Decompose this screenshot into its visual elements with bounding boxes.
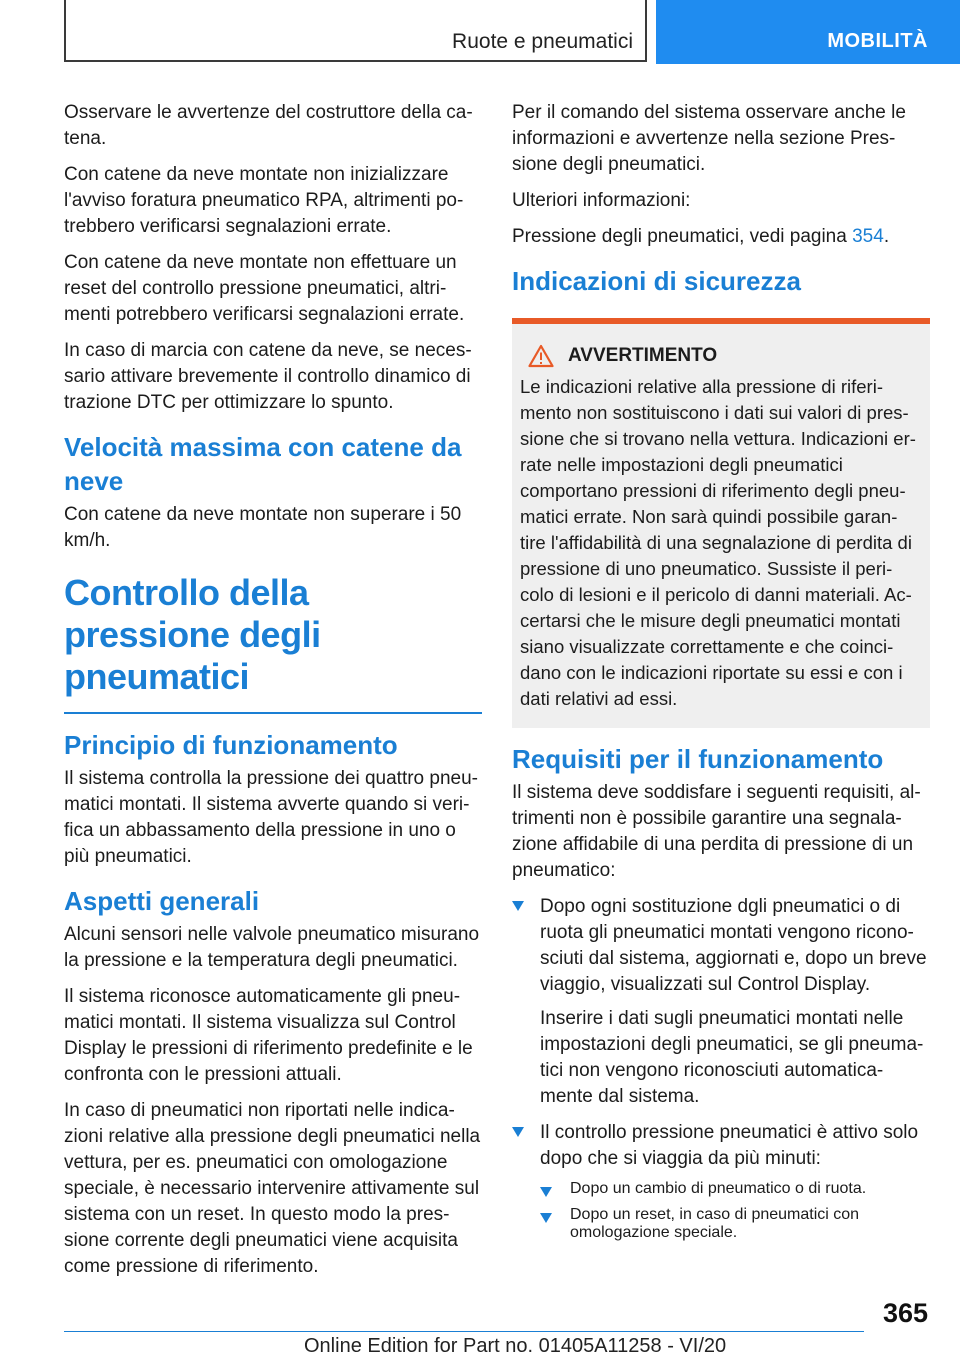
warning-body: Le indicazioni relative alla pressione di riferi-mento non sostituiscono i dati sui valori di pres-sione che si trovano nella vettura. Indicazioni er-rate nelle impostazioni degli pneumatici comportano pressioni di riferimento degli pneu-matici errate. Non sarà quindi possibile garan-tire l'affidabilità di una segnalazione di perdita di pressione di uno pneumatico. Sussiste il peri-colo di lesioni e il pericolo di danni materiali. Ac-certarsi che le misure degli pneumatici montati siano visualizzate correttamente e che coinci-dano con le indicazioni riportate su essi e con i dati relativi ad essi. <box>520 376 916 709</box>
paragraph: Con catene da neve montate non superare i 50 km/h. <box>64 504 462 551</box>
paragraph: Il sistema controlla la pressione dei quattro pneu-matici montati. Il sistema avverte quando si veri-fica un abbassamento della pressione in uno o più pneumatici. <box>64 768 479 867</box>
page-link-354[interactable]: 354 <box>852 226 884 247</box>
heading-speed: Velocità massima con catene da neve <box>64 432 462 496</box>
heading-principle: Principio di funzionamento <box>64 730 398 760</box>
paragraph-reference <box>512 224 930 250</box>
header-chapter-frame <box>64 0 647 62</box>
header-section-tab <box>656 0 960 64</box>
sub-list-item-text: Dopo un reset, in caso di pneumatici con omologazione speciale. <box>570 1206 860 1241</box>
footer-edition: Online Edition for Part no. 01405A11258 - VI/20 <box>304 1335 727 1357</box>
warning-title-row <box>520 344 922 368</box>
list-item-text: Il controllo pressione pneumatici è attivo solo dopo che si viaggia da più minuti: <box>540 1122 919 1169</box>
header-section-title: MOBILITÀ <box>827 30 928 52</box>
warning-box <box>512 318 930 728</box>
right-column <box>512 100 930 1252</box>
warning-title: AVVERTIMENTO <box>568 345 718 366</box>
list-item <box>512 894 930 1110</box>
sub-list-item <box>540 1180 930 1198</box>
footer-rule <box>64 1331 864 1332</box>
paragraph: Con catene da neve montate non inizializzare l'avviso foratura pneumatico RPA, altrimenti po-trebbero verificarsi segnalazioni errate. <box>64 164 464 237</box>
paragraph: Con catene da neve montate non effettuare un reset del controllo pressione pneumatici, altri-menti potrebbero verificarsi segnalazioni errate. <box>64 252 465 325</box>
list-item-extra: Inserire i dati sugli pneumatici montati nelle impostazioni degli pneumatici, se gli pneuma-tici non vengono riconosciuti automatica-mente dal sistema. <box>540 1008 924 1107</box>
reference-text: Pressione degli pneumatici, vedi pagina <box>512 226 853 247</box>
list-item <box>512 1120 930 1242</box>
heading-main: Controllo della pressione degli pneumatici <box>64 572 321 697</box>
sub-list-item <box>540 1206 930 1242</box>
requirements-list <box>512 894 930 1242</box>
page-number: 365 <box>882 1298 928 1328</box>
bullet-triangle-icon <box>540 1187 552 1197</box>
left-column <box>64 100 482 1290</box>
heading-requirements: Requisiti per il funzionamento <box>512 744 884 774</box>
paragraph: Alcuni sensori nelle valvole pneumatico misurano la pressione e la temperatura degli pneumatici. <box>64 924 480 971</box>
sub-list-item-text: Dopo un cambio di pneumatico o di ruota. <box>570 1180 867 1197</box>
paragraph: Il sistema deve soddisfare i seguenti requisiti, al-trimenti non è possibile garantire una segnala-zione affidabile di una perdita di pressione di un pneumatico: <box>512 782 921 881</box>
paragraph: Osservare le avvertenze del costruttore della ca-tena. <box>64 102 473 149</box>
sub-list <box>540 1180 930 1242</box>
warning-triangle-icon <box>528 344 554 368</box>
heading-safety: Indicazioni di sicurezza <box>512 266 801 296</box>
bullet-triangle-icon <box>512 1127 524 1137</box>
paragraph: Ulteriori informazioni: <box>512 190 691 211</box>
paragraph: Il sistema riconosce automaticamente gli pneu-matici montati. Il sistema visualizza sul Control Display le pressioni di riferimento predefinite e le confronta con le pressioni attuali. <box>64 986 473 1085</box>
paragraph: Per il comando del sistema osservare anche le informazioni e avvertenze nella sezione Pres-sione degli pneumatici. <box>512 102 906 175</box>
reference-end: . <box>883 226 890 247</box>
bullet-triangle-icon <box>512 901 524 911</box>
header-chapter-title: Ruote e pneumatici <box>452 30 633 53</box>
heading-rule <box>64 712 482 714</box>
bullet-triangle-icon <box>540 1213 552 1223</box>
list-item-text: Dopo ogni sostituzione dgli pneumatici o di ruota gli pneumatici montati vengono ricono-sciuti dal sistema, aggiornati e, dopo un breve viaggio, visualizzati sul Control Display. <box>540 896 927 995</box>
paragraph: In caso di marcia con catene da neve, se neces-sario attivare brevemente il controllo dinamico di trazione DTC per ottimizzare lo spunto. <box>64 340 472 413</box>
paragraph: In caso di pneumatici non riportati nelle indica-zioni relative alla pressione degli pneumatici nella vettura, per es. pneumatici con omologazione speciale, è necessario intervenire attivamente sul sistema con un reset. In questo modo la pres-sione corrente degli pneumatici viene acquisita come pressione di riferimento. <box>64 1100 481 1277</box>
heading-general: Aspetti generali <box>64 886 260 916</box>
